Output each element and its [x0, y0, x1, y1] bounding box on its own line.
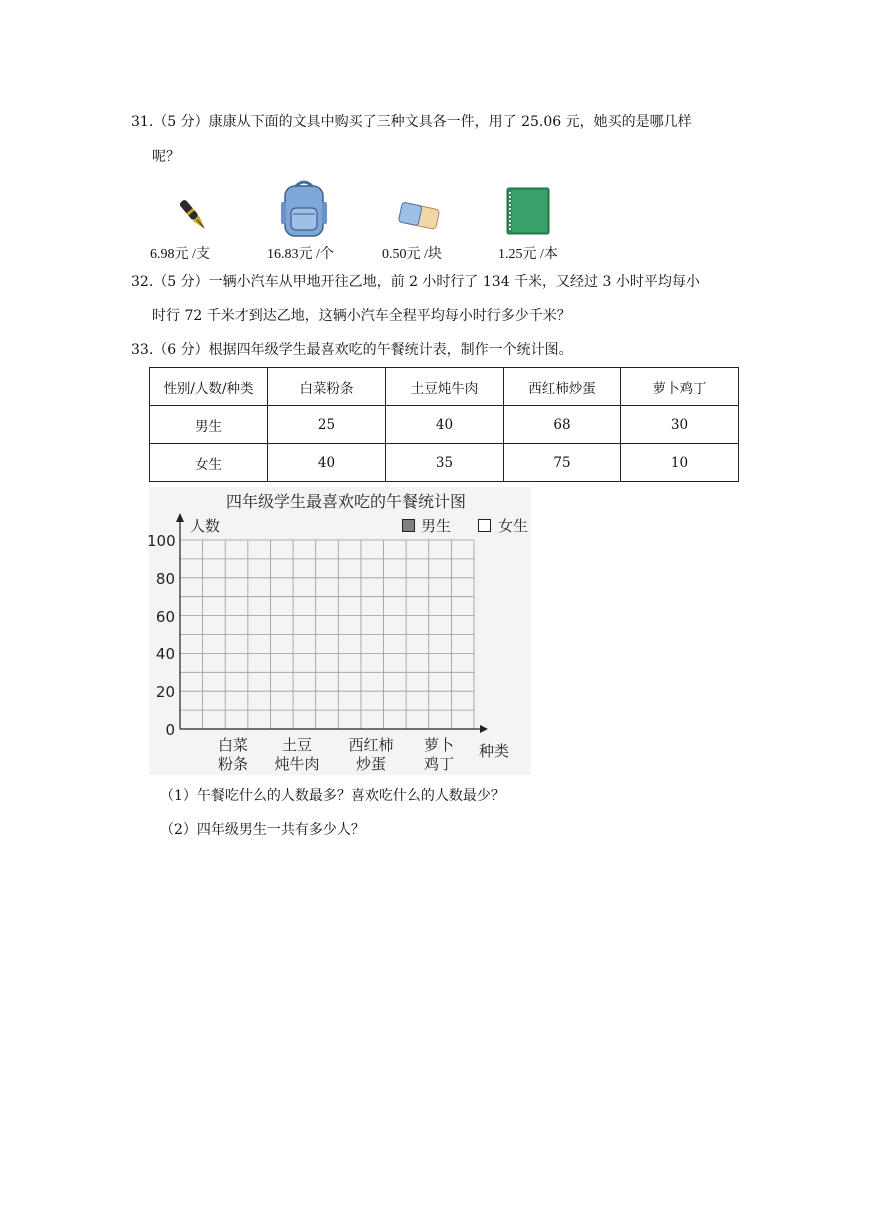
q33-line1: 33.（6 分）根据四年级学生最喜欢吃的午餐统计表，制作一个统计图。: [131, 342, 573, 358]
backpack-price: 16.83元 /个: [267, 247, 334, 262]
backpack-icon: [279, 178, 329, 238]
y-axis-arrow: [176, 513, 184, 522]
x-tick-label: 炒蛋: [355, 755, 386, 773]
table-cell: 10: [621, 444, 739, 482]
table-cell: 女生: [150, 444, 268, 482]
table-header-cell: 萝卜鸡丁: [621, 368, 739, 406]
y-tick-label: 100: [147, 532, 176, 550]
q31-line1: 31.（5 分）康康从下面的文具中购买了三种文具各一件，用了 25.06 元，她买的是哪几样: [131, 114, 692, 130]
table-cell: 75: [504, 444, 621, 482]
table-cell: 25: [268, 406, 386, 444]
y-tick-label: 40: [155, 645, 175, 663]
legend-label-boys: 男生: [421, 517, 452, 535]
x-tick-label: 西红柿: [348, 736, 394, 754]
chart-title: 四年级学生最喜欢吃的午餐统计图: [226, 492, 467, 511]
table-cell: 男生: [150, 406, 268, 444]
q33-sub2: （2）四年级男生一共有多少人？: [160, 822, 365, 838]
y-tick-label: 20: [155, 683, 175, 701]
table-row: [150, 444, 739, 482]
chart-grid: [180, 540, 474, 729]
y-tick-label: 80: [155, 570, 175, 588]
q32-line2: 时行 72 千米才到达乙地，这辆小汽车全程平均每小时行多少千米？: [152, 308, 571, 324]
legend-label-girls: 女生: [498, 517, 529, 535]
table-header-cell: 土豆炖牛肉: [386, 368, 504, 406]
x-tick-label: 白菜: [217, 736, 248, 754]
y-tick-label: 0: [165, 721, 175, 739]
q31-line2: 呢？: [152, 149, 180, 165]
notebook-icon: [502, 186, 550, 236]
x-tick-label: 土豆: [281, 736, 312, 754]
table-header-cell: 白菜粉条: [268, 368, 386, 406]
table-cell: 40: [268, 444, 386, 482]
table-cell: 40: [386, 406, 504, 444]
notebook-price: 1.25元 /本: [498, 247, 558, 262]
lunch-stats-table: [149, 367, 739, 482]
table-cell: 30: [621, 406, 739, 444]
y-tick-label: 60: [155, 608, 175, 626]
x-tick-label: 粉条: [217, 755, 248, 773]
table-row: [150, 406, 739, 444]
x-axis-arrow: [480, 725, 488, 733]
eraser-icon: [396, 198, 444, 234]
table-header-cell: 性别/人数/种类: [150, 368, 268, 406]
fountain-pen-icon: [176, 195, 212, 237]
x-axis-label: 种类: [479, 742, 510, 760]
table-cell: 68: [504, 406, 621, 444]
y-axis-label: 人数: [190, 517, 221, 535]
eraser-price: 0.50元 /块: [382, 247, 442, 262]
x-tick-label: 炖牛肉: [274, 755, 320, 773]
x-tick-label: 萝卜: [423, 736, 454, 754]
table-header-cell: 西红柿炒蛋: [504, 368, 621, 406]
chart-svg: [149, 487, 531, 775]
table-cell: 35: [386, 444, 504, 482]
x-tick-label: 鸡丁: [423, 755, 454, 773]
q33-sub1: （1）午餐吃什么的人数最多？喜欢吃什么的人数最少？: [160, 788, 505, 804]
pen-price: 6.98元 /支: [150, 247, 210, 262]
q32-line1: 32.（5 分）一辆小汽车从甲地开往乙地，前 2 小时行了 134 千米，又经过 3 小时平均每小: [131, 274, 700, 290]
table-header-row: [150, 368, 739, 406]
